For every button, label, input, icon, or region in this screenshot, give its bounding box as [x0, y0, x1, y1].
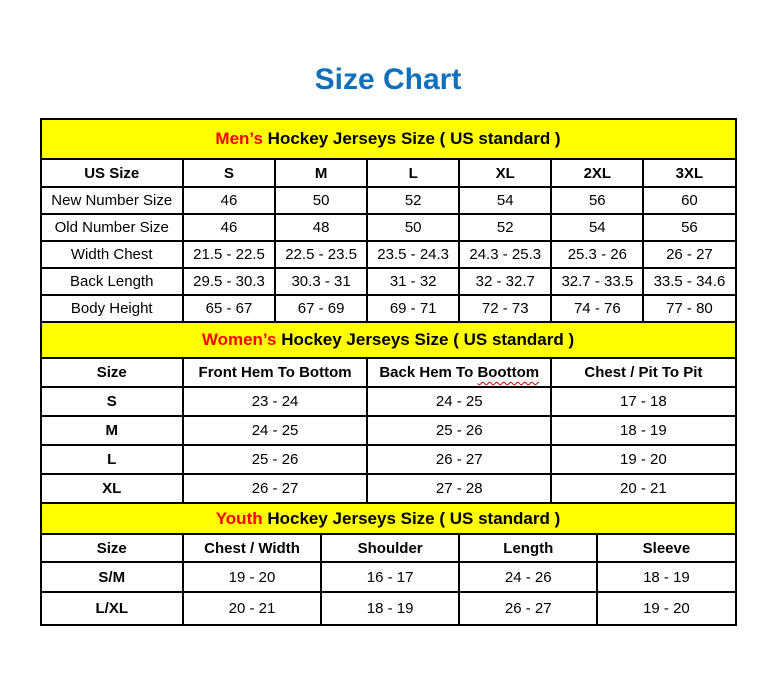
- womens-section-header-row: [41, 322, 736, 358]
- value-cell: 24.3 - 25.3: [459, 241, 551, 268]
- value-cell: 20 - 21: [183, 592, 321, 625]
- youth-column-header-3: Length: [459, 534, 597, 562]
- mens-row-new-number-size: [41, 187, 736, 214]
- youth-size-table: [40, 502, 737, 626]
- womens-row-xl: [41, 474, 736, 503]
- value-cell: 25 - 26: [183, 445, 367, 474]
- value-cell: 46: [183, 214, 275, 241]
- mens-row-back-length: [41, 268, 736, 295]
- womens-row-m: [41, 416, 736, 445]
- womens-column-header-row: [41, 358, 736, 387]
- size-tables: [40, 118, 737, 626]
- value-cell: 30.3 - 31: [275, 268, 367, 295]
- womens-title-highlight: Women’s: [201, 330, 277, 349]
- womens-column-header-2: Back Hem To Boottom: [367, 358, 551, 387]
- value-cell: 26 - 27: [643, 241, 735, 268]
- page-title: Size Chart: [314, 63, 462, 96]
- value-cell: 23 - 24: [183, 387, 367, 416]
- mens-column-header-row: [41, 159, 736, 187]
- mens-column-header-6: 3XL: [643, 159, 735, 187]
- value-cell: 46: [183, 187, 275, 214]
- row-label: New Number Size: [41, 187, 183, 214]
- row-label: S: [41, 387, 183, 416]
- value-cell: 21.5 - 22.5: [183, 241, 275, 268]
- youth-column-header-row: [41, 534, 736, 562]
- womens-section-title: [41, 322, 736, 358]
- value-cell: 23.5 - 24.3: [367, 241, 459, 268]
- value-cell: 27 - 28: [367, 474, 551, 503]
- youth-row-l-xl: [41, 592, 736, 625]
- youth-section-header-row: [41, 503, 736, 534]
- mens-row-width-chest: [41, 241, 736, 268]
- value-cell: 18 - 19: [597, 562, 735, 592]
- mens-title-rest: Hockey Jerseys Size ( US standard ): [262, 129, 561, 148]
- value-cell: 52: [459, 214, 551, 241]
- value-cell: 26 - 27: [183, 474, 367, 503]
- value-cell: 26 - 27: [367, 445, 551, 474]
- youth-section-title: [41, 503, 736, 534]
- value-cell: 19 - 20: [551, 445, 735, 474]
- value-cell: 56: [643, 214, 735, 241]
- youth-column-header-4: Sleeve: [597, 534, 735, 562]
- value-cell: 24 - 26: [459, 562, 597, 592]
- womens-table-body: [41, 387, 736, 503]
- mens-size-table: [40, 118, 737, 323]
- row-label: Back Length: [41, 268, 183, 295]
- value-cell: 32 - 32.7: [459, 268, 551, 295]
- value-cell: 31 - 32: [367, 268, 459, 295]
- value-cell: 72 - 73: [459, 295, 551, 322]
- mens-row-old-number-size: [41, 214, 736, 241]
- value-cell: 22.5 - 23.5: [275, 241, 367, 268]
- value-cell: 54: [551, 214, 643, 241]
- mens-section-title: [41, 119, 736, 159]
- row-label: M: [41, 416, 183, 445]
- mens-section-header-row: [41, 119, 736, 159]
- youth-table-body: [41, 562, 736, 625]
- value-cell: 50: [275, 187, 367, 214]
- mens-title-highlight: Men’s: [215, 129, 263, 148]
- row-label: S/M: [41, 562, 183, 592]
- womens-row-s: [41, 387, 736, 416]
- value-cell: 19 - 20: [183, 562, 321, 592]
- youth-column-header-1: Chest / Width: [183, 534, 321, 562]
- value-cell: 54: [459, 187, 551, 214]
- value-cell: 19 - 20: [597, 592, 735, 625]
- value-cell: 60: [643, 187, 735, 214]
- youth-column-header-2: Shoulder: [321, 534, 459, 562]
- value-cell: 77 - 80: [643, 295, 735, 322]
- value-cell: 50: [367, 214, 459, 241]
- womens-title-rest: Hockey Jerseys Size ( US standard ): [276, 330, 575, 349]
- row-label: Width Chest: [41, 241, 183, 268]
- value-cell: 25 - 26: [367, 416, 551, 445]
- value-cell: 24 - 25: [367, 387, 551, 416]
- value-cell: 33.5 - 34.6: [643, 268, 735, 295]
- value-cell: 26 - 27: [459, 592, 597, 625]
- mens-column-header-1: S: [183, 159, 275, 187]
- womens-size-table: [40, 321, 737, 504]
- value-cell: 67 - 69: [275, 295, 367, 322]
- value-cell: 16 - 17: [321, 562, 459, 592]
- value-cell: 74 - 76: [551, 295, 643, 322]
- womens-column-header-1: Front Hem To Bottom: [183, 358, 367, 387]
- womens-row-l: [41, 445, 736, 474]
- value-cell: 24 - 25: [183, 416, 367, 445]
- value-cell: 25.3 - 26: [551, 241, 643, 268]
- row-label: XL: [41, 474, 183, 503]
- value-cell: 20 - 21: [551, 474, 735, 503]
- youth-title-highlight: Youth: [215, 508, 263, 528]
- value-cell: 18 - 19: [551, 416, 735, 445]
- value-cell: 32.7 - 33.5: [551, 268, 643, 295]
- value-cell: 48: [275, 214, 367, 241]
- mens-table-body: [41, 187, 736, 322]
- value-cell: 29.5 - 30.3: [183, 268, 275, 295]
- youth-row-s-m: [41, 562, 736, 592]
- row-label: L: [41, 445, 183, 474]
- value-cell: 18 - 19: [321, 592, 459, 625]
- youth-column-header-0: Size: [41, 534, 183, 562]
- womens-column-header-0: Size: [41, 358, 183, 387]
- mens-column-header-3: L: [367, 159, 459, 187]
- row-label: L/XL: [41, 592, 183, 625]
- mens-row-body-height: [41, 295, 736, 322]
- row-label: Old Number Size: [41, 214, 183, 241]
- misspelled-word: Boottom: [477, 364, 540, 381]
- mens-column-header-5: 2XL: [551, 159, 643, 187]
- value-cell: 65 - 67: [183, 295, 275, 322]
- value-cell: 52: [367, 187, 459, 214]
- mens-column-header-0: US Size: [41, 159, 183, 187]
- mens-column-header-2: M: [275, 159, 367, 187]
- youth-title-rest: Hockey Jerseys Size ( US standard ): [262, 508, 561, 528]
- value-cell: 56: [551, 187, 643, 214]
- womens-column-header-3: Chest / Pit To Pit: [551, 358, 735, 387]
- row-label: Body Height: [41, 295, 183, 322]
- value-cell: 17 - 18: [551, 387, 735, 416]
- value-cell: 69 - 71: [367, 295, 459, 322]
- mens-column-header-4: XL: [459, 159, 551, 187]
